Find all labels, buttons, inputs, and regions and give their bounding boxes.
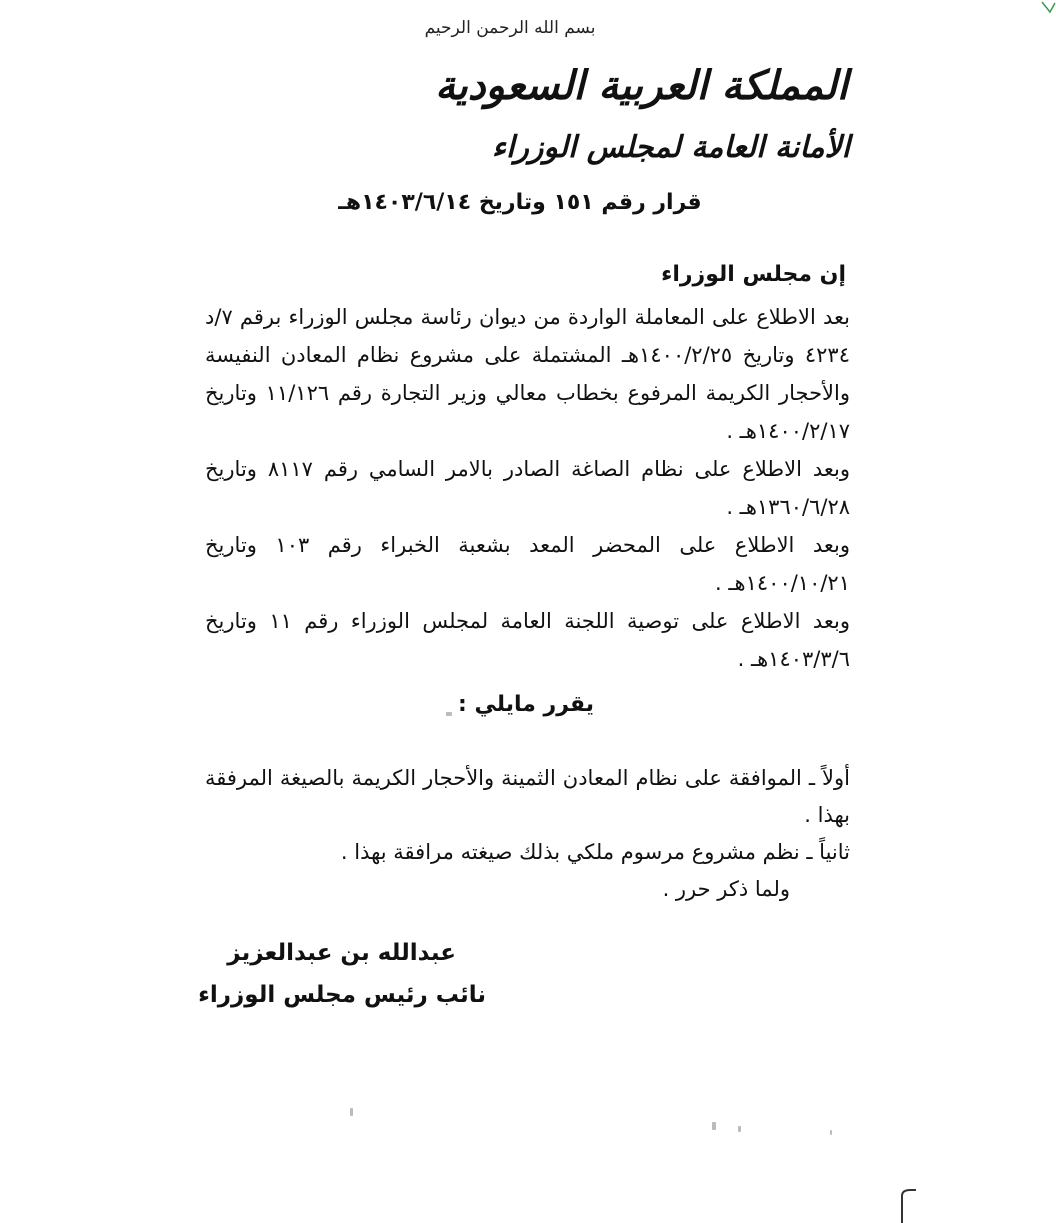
council-opening: إن مجلس الوزراء: [661, 262, 846, 287]
recital-paragraph: وبعد الاطلاع على توصية اللجنة العامة لمجلس الوزراء رقم ١١ وتاريخ ١٤٠٣/٣/٦هـ .: [205, 609, 850, 671]
scan-speck: [446, 712, 452, 716]
signer-name: عبدالله بن عبدالعزيز: [227, 940, 456, 966]
scan-speck: [712, 1122, 716, 1130]
page-edge-mark: [898, 1188, 918, 1223]
secretariat-letterhead: الأمانة العامة لمجلس الوزراء: [491, 130, 850, 165]
recital-paragraph: بعد الاطلاع على المعاملة الواردة من ديوان رئاسة مجلس الوزراء برقم ٧/د ٤٢٣٤ وتاريخ ١٤٠٠/٢/٢٥هـ المشتملة على مشروع نظام المعادن النفيسة والأحجار الكريمة المرفوع بخطاب معالي وزير التجارة رقم ١١/١٢٦ وتاريخ ١٤٠٠/٢/١٧هـ .: [205, 305, 850, 443]
signer-title: نائب رئيس مجلس الوزراء: [198, 982, 486, 1008]
recital-paragraph: وبعد الاطلاع على نظام الصاغة الصادر بالامر السامي رقم ٨١١٧ وتاريخ ١٣٦٠/٦/٢٨هـ .: [205, 457, 850, 519]
corner-mark: [1040, 0, 1056, 16]
recitals-block: [205, 298, 850, 678]
basmala: بسم الله الرحمن الرحيم: [424, 18, 596, 38]
decision-title: قرار رقم ١٥١ وتاريخ ١٤٠٣/٦/١٤هـ: [338, 190, 702, 215]
resolution-items: [205, 760, 850, 908]
closing-line: ولما ذكر حرر .: [662, 877, 790, 901]
scan-speck: [350, 1108, 353, 1116]
resolves-heading: يقرر مايلي :: [458, 692, 594, 717]
resolution-item-first: أولاً ـ الموافقة على نظام المعادن الثمينة والأحجار الكريمة بالصيغة المرفقة بهذا .: [205, 766, 850, 827]
resolution-item-second: ثانياً ـ نظم مشروع مرسوم ملكي بذلك صيغته مرافقة بهذا .: [340, 840, 850, 864]
recital-paragraph: وبعد الاطلاع على المحضر المعد بشعبة الخبراء رقم ١٠٣ وتاريخ ١٤٠٠/١٠/٢١هـ .: [205, 533, 851, 595]
scan-speck: [738, 1126, 741, 1132]
scan-speck: [830, 1130, 832, 1135]
kingdom-letterhead: المملكة العربية السعودية: [435, 62, 848, 109]
